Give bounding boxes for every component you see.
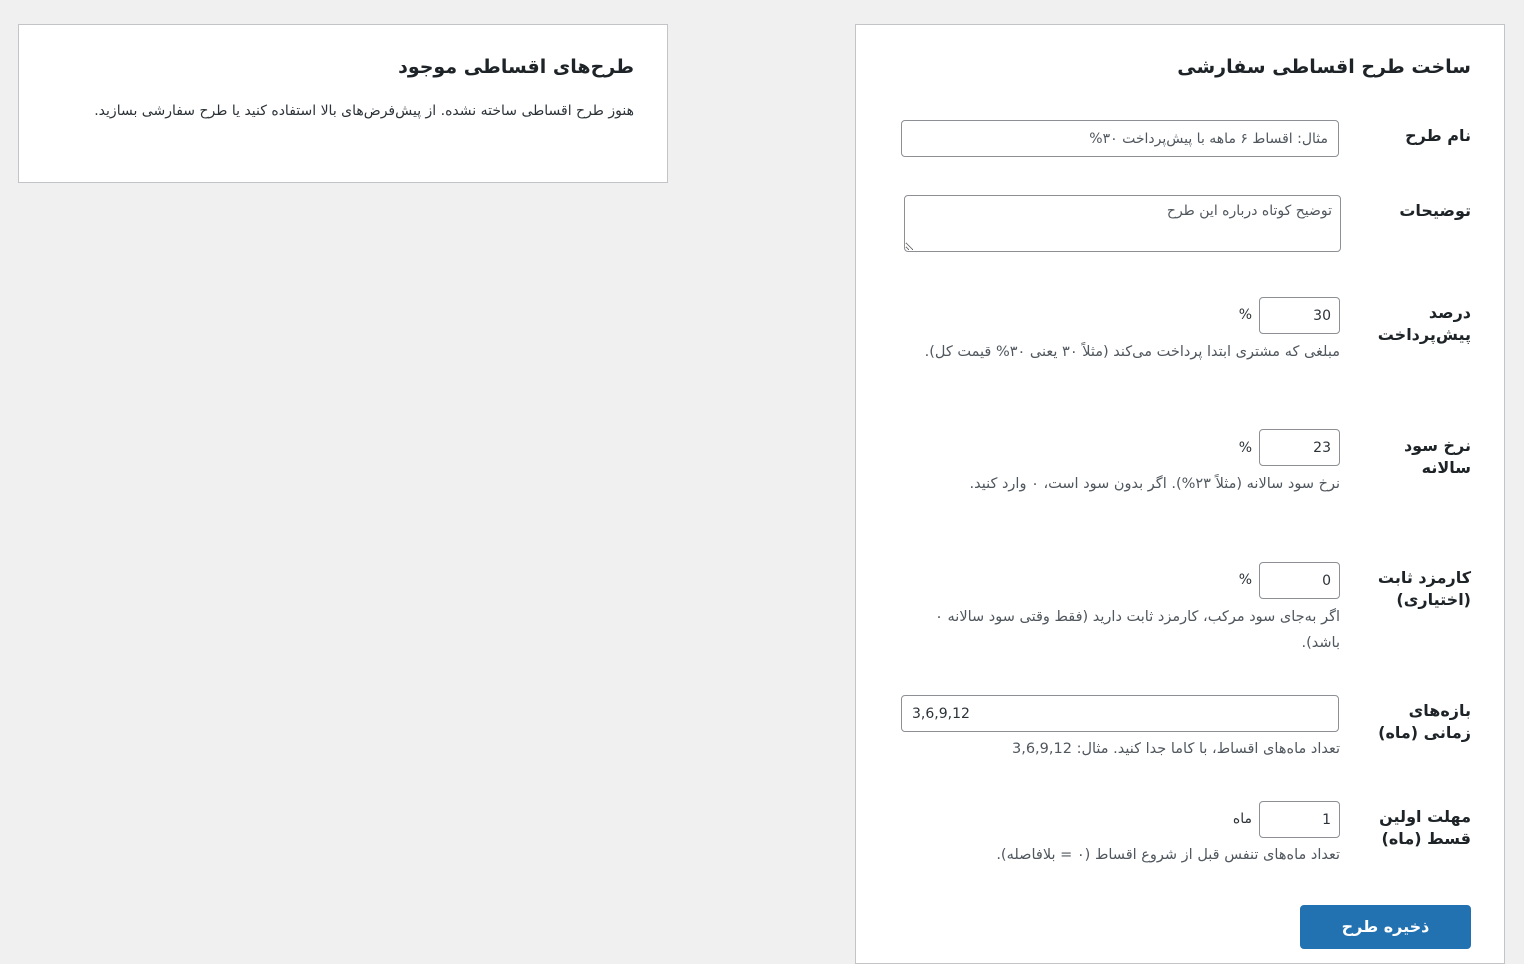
annual-interest-input[interactable] (1259, 429, 1340, 466)
annual-interest-label: نرخ سود سالانه (1403, 436, 1471, 477)
periods-hint: تعداد ماه‌های اقساط، با کاما جدا کنید. مثال: 3,6,9,12 (1012, 741, 1340, 757)
annual-interest-unit: % (1238, 440, 1252, 456)
existing-plans-panel (18, 24, 668, 183)
first-installment-delay-unit: ماه (1232, 811, 1252, 827)
fixed-fee-input[interactable] (1259, 562, 1340, 599)
fixed-fee-hint: اگر به‌جای سود مرکب، کارمزد ثابت دارید (فقط وقتی سود سالانه ۰ باشد). (935, 609, 1340, 651)
first-installment-delay-input[interactable] (1259, 801, 1340, 838)
down-payment-label: درصد پیش‌پرداخت (1377, 303, 1471, 344)
description-textarea[interactable] (904, 195, 1341, 252)
annual-interest-hint: نرخ سود سالانه (مثلاً ۲۳%). اگر بدون سود است، ۰ وارد کنید. (969, 476, 1340, 492)
down-payment-unit: % (1238, 307, 1252, 323)
periods-input[interactable] (901, 695, 1339, 732)
description-label: توضیحات (1399, 201, 1471, 220)
save-plan-button[interactable]: ذخیره طرح (1300, 905, 1471, 949)
first-installment-delay-hint: تعداد ماه‌های تنفس قبل از شروع اقساط (۰ = بلافاصله). (996, 847, 1340, 863)
plan-name-input[interactable] (901, 120, 1339, 157)
existing-panel-title: طرح‌های اقساطی موجود (398, 56, 634, 78)
custom-plan-form-panel (855, 24, 1505, 964)
fixed-fee-unit: % (1238, 572, 1252, 588)
plan-name-label: نام طرح (1405, 126, 1471, 145)
form-panel-title: ساخت طرح اقساطی سفارشی (1177, 56, 1471, 78)
first-installment-delay-label: مهلت اولین قسط (ماه) (1379, 807, 1471, 848)
existing-plans-empty-message: هنوز طرح اقساطی ساخته نشده. از پیش‌فرض‌های بالا استفاده کنید یا طرح سفارشی بسازید. (94, 103, 634, 119)
periods-label: بازه‌های زمانی (ماه) (1378, 701, 1471, 742)
down-payment-hint: مبلغی که مشتری ابتدا پرداخت می‌کند (مثلاً ۳۰ یعنی ۳۰% قیمت کل). (924, 344, 1340, 360)
fixed-fee-label: کارمزد ثابت (اختیاری) (1377, 568, 1471, 609)
down-payment-input[interactable] (1259, 297, 1340, 334)
